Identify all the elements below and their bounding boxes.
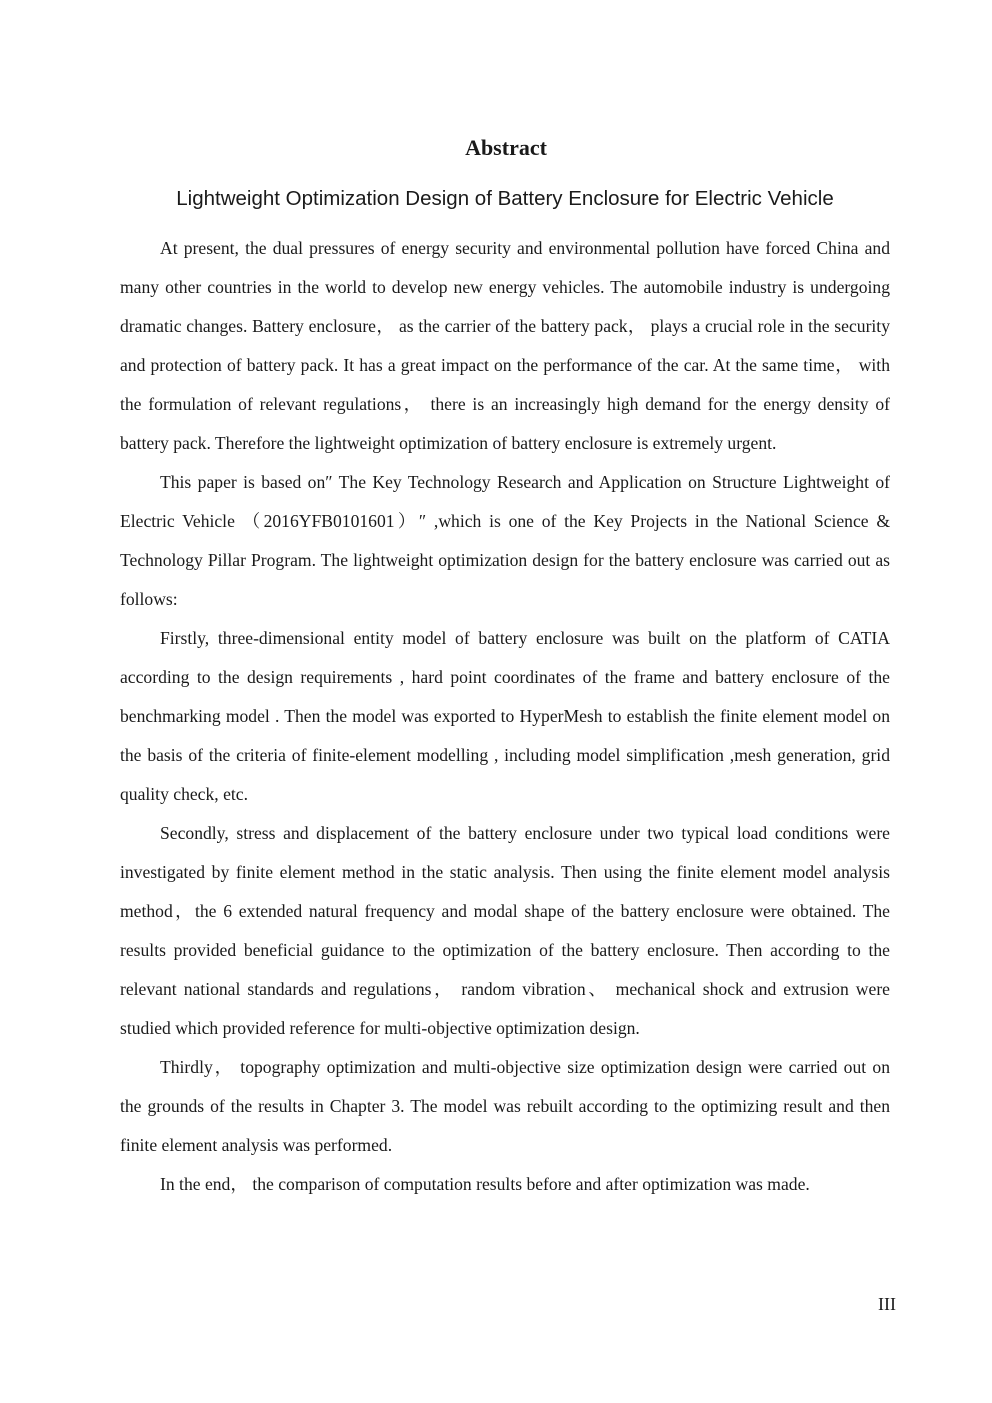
paragraph-firstly: Firstly, three-dimensional entity model of battery enclosure was built on the platform of CATIA according to the design requirements , hard point coordinates of the frame and battery enclosure of the benchmarking model . Then the model was exported to HyperMesh to establish the finite element model on the basis of the criteria of finite-element modelling , including model simplification ,mesh generation, grid quality check, etc. [120,628,890,804]
thesis-title: Lightweight Optimization Design of Battery Enclosure for Electric Vehicle [176,187,834,210]
paragraph-thirdly: Thirdly， topography optimization and multi-objective size optimization design were carried out on the grounds of the results in Chapter 3. The model was rebuilt according to the optimizing result and then finite element analysis was performed. [120,1057,890,1155]
paragraph-secondly: Secondly, stress and displacement of the battery enclosure under two typical load conditions were investigated by finite element method in the static analysis. Then using the finite element model analysis method，the 6 extended natural frequency and modal shape of the battery enclosure were obtained. The results provided beneficial guidance to the optimization of the battery enclosure. Then according to the relevant national standards and regulations， random vibration、 mechanical shock and extrusion were studied which provided reference for multi-objective optimization design. [120,823,890,1038]
page-number: III [878,1294,896,1314]
section-heading: Abstract [465,135,547,160]
paragraph-intro: At present, the dual pressures of energy security and environmental pollution have forced China and many other countries in the world to develop new energy vehicles. The automobile industry is undergoing dramatic changes. Battery enclosure， as the carrier of the battery pack， plays a crucial role in the security and protection of battery pack. It has a great impact on the performance of the car. At the same time， with the formulation of relevant regulations， there is an increasingly high demand for the energy density of battery pack. Therefore the lightweight optimization of battery enclosure is extremely urgent. [120,238,890,453]
abstract-body [120,229,890,1204]
paragraph-in-the-end: In the end， the comparison of computation results before and after optimization was made. [160,1174,810,1194]
paragraph-project-basis: This paper is based on″ The Key Technology Research and Application on Structure Lightweight of Electric Vehicle （2016YFB0101601）″ ,which is one of the Key Projects in the National Science & Technology Pillar Program. The lightweight optimization design for the battery enclosure was carried out as follows: [120,472,890,609]
